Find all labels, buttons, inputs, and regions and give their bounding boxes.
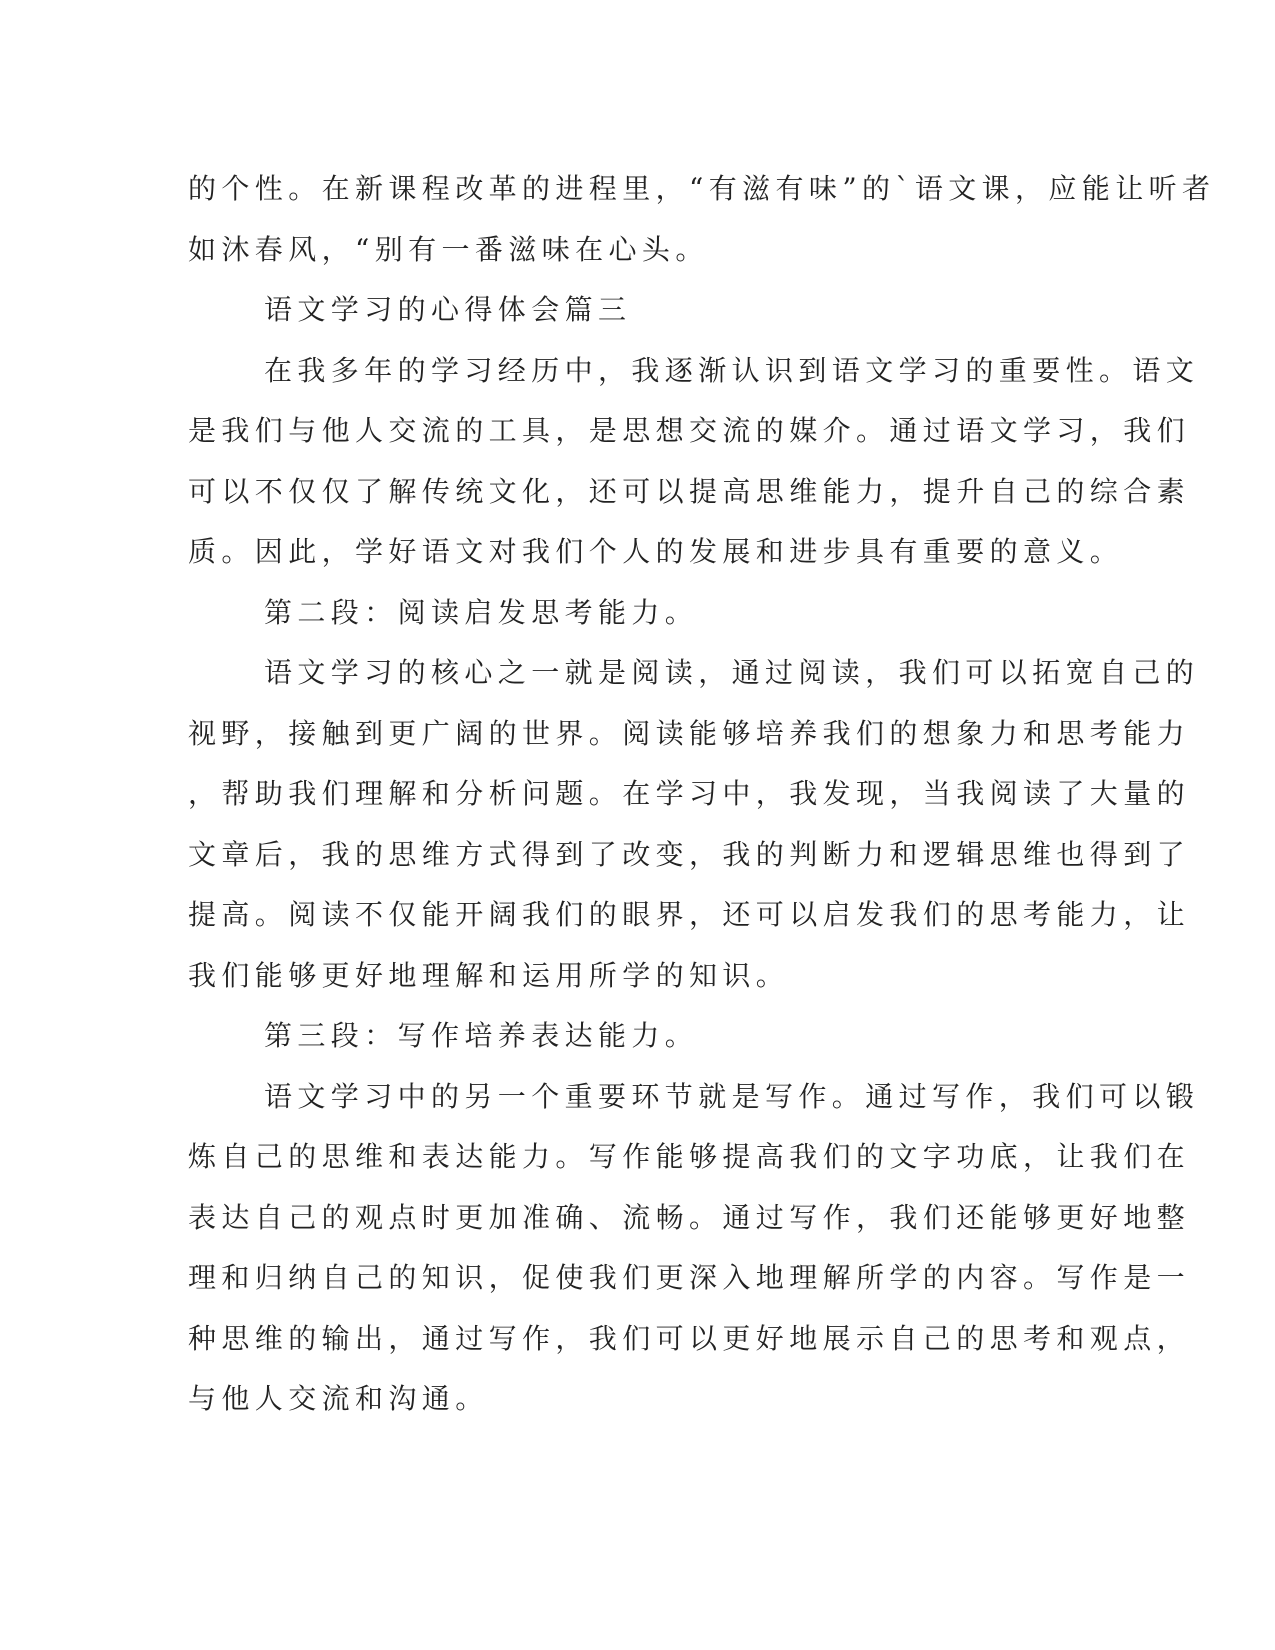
text-line: 语文学习的核心之一就是阅读，通过阅读，我们可以拓宽自己的 [264, 656, 1200, 689]
text-line: 种思维的输出，通过写作，我们可以更好地展示自己的思考和观点， [188, 1321, 1191, 1355]
text-line: 是我们与他人交流的工具，是思想交流的媒介。通过语文学习，我们 [188, 414, 1191, 447]
text-line: 理和归纳自己的知识，促使我们更深入地理解所学的内容。写作是一 [188, 1261, 1191, 1294]
text-line: 可以不仅仅了解传统文化，还可以提高思维能力，提升自己的综合素 [188, 474, 1191, 508]
section-heading: 第三段：写作培养表达能力。 [264, 1019, 699, 1052]
section-heading: 第二段：阅读启发思考能力。 [264, 595, 699, 629]
text-line: 质。因此，学好语文对我们个人的发展和进步具有重要的意义。 [188, 535, 1124, 568]
section-heading: 语文学习的心得体会篇三 [264, 293, 632, 326]
text-line: 的个性。在新课程改革的进程里，“有滋有味”的`语文课，应能让听者 [188, 172, 1216, 205]
text-line: 语文学习中的另一个重要环节就是写作。通过写作，我们可以锻 [264, 1079, 1200, 1113]
text-line: 表达自己的观点时更加准确、流畅。通过写作，我们还能够更好地整 [188, 1200, 1191, 1234]
text-line: 提高。阅读不仅能开阔我们的眼界，还可以启发我们的思考能力，让 [188, 898, 1191, 931]
text-line: 视野，接触到更广阔的世界。阅读能够培养我们的想象力和思考能力 [188, 716, 1191, 750]
text-line: 文章后，我的思维方式得到了改变，我的判断力和逻辑思维也得到了 [188, 837, 1191, 871]
text-line: 炼自己的思维和表达能力。写作能够提高我们的文字功底，让我们在 [188, 1140, 1191, 1173]
body-text [188, 159, 1216, 1430]
text-line: 在我多年的学习经历中，我逐渐认识到语文学习的重要性。语文 [264, 353, 1200, 387]
text-line: 与他人交流和沟通。 [188, 1382, 489, 1415]
text-line: 我们能够更好地理解和运用所学的知识。 [188, 958, 790, 992]
text-line: 如沐春风，“别有一番滋味在心头。 [188, 232, 709, 266]
text-line: ，帮助我们理解和分析问题。在学习中，我发现，当我阅读了大量的 [188, 777, 1191, 810]
